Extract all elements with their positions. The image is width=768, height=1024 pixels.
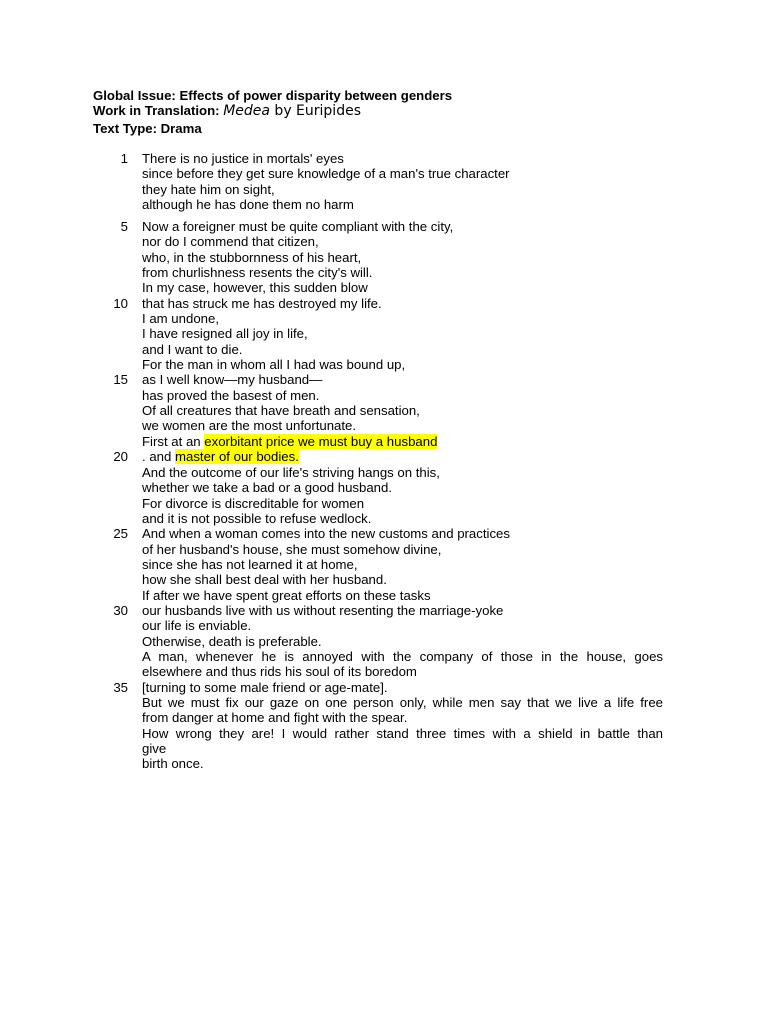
poem-line [0, 526, 768, 541]
line-text: since she has not learned it at home, [142, 557, 358, 573]
poem-line [0, 151, 768, 166]
line-text: our husbands live with us without resenting the marriage-yoke [142, 603, 504, 619]
poem-line [0, 296, 768, 311]
line-text: Of all creatures that have breath and sensation, [142, 403, 420, 419]
poem-line [0, 372, 768, 387]
line-text: Otherwise, death is preferable. [142, 633, 322, 649]
poem-line [0, 695, 768, 710]
line-number: 35 [113, 679, 128, 695]
line-text: as I well know—my husband— [142, 372, 323, 388]
line-text: And the outcome of our life's striving hangs on this, [142, 465, 440, 480]
line-text: In my case, however, this sudden blow [142, 280, 368, 296]
work-author: by Euripides [269, 103, 361, 119]
line-text: our life is enviable. [142, 618, 252, 634]
stanza-4 [0, 649, 768, 772]
line-text: from danger at home and fight with the spear. [142, 710, 408, 726]
line-text: give [142, 741, 167, 757]
line-text: How wrong they are! I would rather stand three times with a shield in battle than [142, 725, 663, 741]
work-label: Work in Translation: [93, 103, 220, 118]
poem-line [0, 311, 768, 326]
line-number: 10 [113, 295, 128, 311]
work-title: Medea [223, 103, 270, 119]
line-text: nor do I commend that citizen, [142, 234, 319, 250]
line-text [142, 449, 663, 464]
line-text: birth once. [142, 756, 204, 772]
poem-line [0, 388, 768, 403]
poem-line [0, 726, 768, 741]
line-text: has proved the basest of men. [142, 387, 320, 403]
poem-line [0, 449, 768, 464]
poem-line [0, 418, 768, 433]
poem-line [0, 741, 768, 756]
poem-line [0, 664, 768, 679]
stanza-3 [0, 465, 768, 649]
line-text: since before they get sure knowledge of a man's true character [142, 166, 510, 182]
poem-line [0, 434, 768, 449]
line-number: 25 [113, 526, 128, 542]
poem-line [0, 197, 768, 212]
poem-line [0, 756, 768, 771]
poem-line [0, 710, 768, 725]
poem-line [0, 680, 768, 695]
line-number: 20 [113, 449, 128, 465]
work-in-translation-line [93, 103, 361, 119]
poem-line [0, 618, 768, 633]
poem-line [0, 588, 768, 603]
stanza-1 [0, 151, 768, 212]
highlighted-text: exorbitant price we must buy a husband [204, 434, 438, 449]
poem-line [0, 234, 768, 249]
line-text: If after we have spent great efforts on these tasks [142, 587, 431, 603]
poem-line [0, 357, 768, 372]
poem-line [0, 649, 768, 664]
poem-line [0, 250, 768, 265]
line-text-plain: . and [142, 449, 175, 465]
poem-line [0, 557, 768, 572]
poem-line [0, 542, 768, 557]
work-title-author [223, 103, 361, 119]
poem-line [0, 326, 768, 341]
poem-line [0, 603, 768, 618]
poem-line [0, 403, 768, 418]
line-text: and I want to die. [142, 341, 243, 357]
line-number: 1 [120, 151, 128, 166]
text-type-heading: Text Type: Drama [93, 121, 202, 136]
line-text [142, 434, 663, 449]
line-text: For the man in whom all I had was bound up, [142, 357, 406, 373]
line-text: of her husband's house, she must somehow divine, [142, 541, 442, 557]
line-text: from churlishness resents the city's will. [142, 265, 373, 281]
line-text: Now a foreigner must be quite compliant with the city, [142, 219, 454, 234]
global-issue-heading: Global Issue: Effects of power disparity between genders [93, 88, 453, 103]
line-text: There is no justice in mortals' eyes [142, 151, 344, 166]
poem-line [0, 182, 768, 197]
line-text: And when a woman comes into the new customs and practices [142, 526, 510, 542]
line-text-plain: First at an [142, 434, 205, 449]
line-text: whether we take a bad or a good husband. [142, 480, 393, 496]
poem-line [0, 219, 768, 234]
line-text: who, in the stubbornness of his heart, [142, 249, 362, 265]
line-text: A man, whenever he is annoyed with the company of those in the house, goes [142, 649, 663, 664]
line-number: 30 [113, 603, 128, 619]
poem-line [0, 511, 768, 526]
line-text: elsewhere and thus rids his soul of its boredom [142, 664, 417, 680]
line-text: I am undone, [142, 311, 219, 327]
line-text: For divorce is discreditable for women [142, 495, 365, 511]
poem-line [0, 166, 768, 181]
line-number: 5 [120, 219, 128, 234]
highlighted-lines [0, 434, 768, 465]
line-text: [turning to some male friend or age-mate]. [142, 679, 388, 695]
poem-line [0, 480, 768, 495]
poem-line [0, 465, 768, 480]
line-number: 15 [113, 372, 128, 388]
line-text: and it is not possible to refuse wedlock. [142, 511, 372, 527]
line-text: But we must fix our gaze on one person only, while men say that we live a life free [142, 695, 663, 711]
poem-line [0, 342, 768, 357]
highlighted-text: master of our bodies. [175, 449, 299, 465]
poem-line [0, 280, 768, 295]
line-text: I have resigned all joy in life, [142, 326, 308, 342]
poem-line [0, 634, 768, 649]
poem-line [0, 265, 768, 280]
poem-line [0, 496, 768, 511]
line-text: how she shall best deal with her husband. [142, 572, 387, 588]
line-text: we women are the most unfortunate. [142, 418, 357, 434]
line-text: that has struck me has destroyed my life. [142, 295, 382, 311]
line-text: they hate him on sight, [142, 181, 275, 197]
line-text: although he has done them no harm [142, 197, 354, 213]
poem-line [0, 572, 768, 587]
stanza-2 [0, 219, 768, 434]
